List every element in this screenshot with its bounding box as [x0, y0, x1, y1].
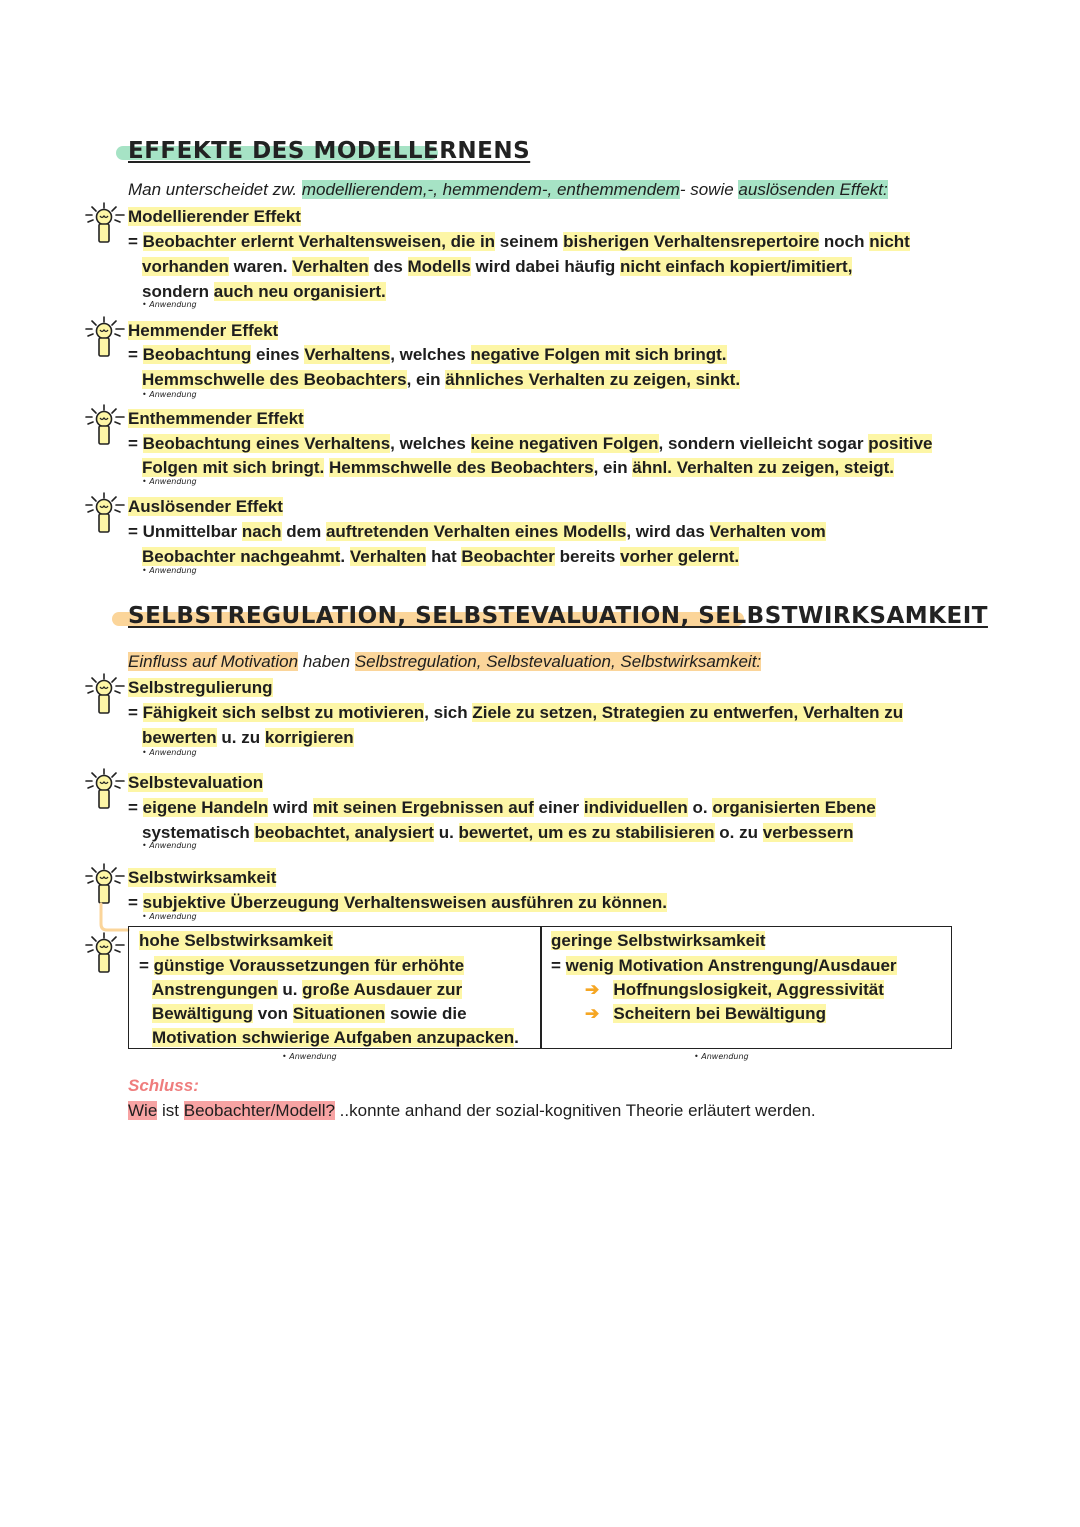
text-segment: mit seinen Ergebnissen auf [312, 798, 534, 817]
table-line [152, 1004, 467, 1024]
text-segment: noch [819, 232, 870, 251]
text-segment: auftretenden Verhalten eines Modells [325, 522, 627, 541]
text-segment: vorher gelernt. [620, 547, 740, 566]
term-heading: Modellierender Effekt [128, 207, 301, 226]
text-segment: Verhalten [292, 257, 369, 276]
lightbulb-icon [84, 768, 128, 814]
text-segment: Modells [407, 257, 471, 276]
text-segment: Bewältigung [152, 1004, 254, 1023]
text-segment: hat [426, 547, 462, 566]
text-segment: = [128, 893, 143, 912]
lightbulb-icon [84, 932, 128, 978]
definition-line [128, 522, 826, 542]
text-segment: einer [533, 798, 584, 817]
schluss-label: Schluss: [128, 1076, 199, 1095]
text-segment: Beobachtung eines Verhaltens [142, 434, 391, 453]
text-segment: Beobachter [461, 547, 555, 566]
table-head-left: hohe Selbstwirksamkeit [139, 931, 333, 950]
text-segment: ähnl. Verhalten zu zeigen, steigt. [632, 458, 894, 477]
text-segment: Verhaltens [304, 345, 391, 364]
definition-line [128, 798, 876, 818]
text-segment: auch neu organisiert. [213, 282, 386, 301]
section-intro: Man unterscheidet zw. modellierendem,-, hemmendem-, enthemmendem- sowie auslösenden Effekt: [128, 180, 888, 199]
lightbulb-icon [84, 673, 128, 719]
text-segment: = Unmittelbar [128, 522, 242, 541]
text-segment: eines [251, 345, 305, 364]
text-segment: o. zu [714, 823, 763, 842]
lightbulb-icon [84, 202, 128, 248]
text-segment: Anstrengungen [152, 980, 278, 999]
text-segment: positive [868, 434, 933, 453]
text-segment: beobachtet, analysiert [254, 823, 434, 842]
text-segment: wird dabei häufig [470, 257, 621, 276]
text-segment: Beobachtung [142, 345, 252, 364]
table-bullet: ➔ Hoffnungslosigkeit, Aggressivität [585, 980, 884, 999]
text-segment: Beobachter nachgeahmt [142, 547, 341, 566]
table-divider [540, 927, 542, 1048]
section-intro: Einfluss auf Motivation haben Selbstregulation, Selbstevaluation, Selbstwirksamkeit: [128, 652, 762, 671]
text-segment: nicht einfach kopiert/imitiert, [620, 257, 853, 276]
text-segment: wenig Motivation Anstrengung/Ausdauer [565, 956, 897, 975]
text-segment: = [128, 703, 143, 722]
definition-line [128, 434, 932, 454]
definition-line [142, 458, 894, 478]
text-segment: ähnliches Verhalten zu zeigen, sinkt. [445, 370, 741, 389]
table-head-right: geringe Selbstwirksamkeit [551, 931, 766, 950]
text-segment: günstige Voraussetzungen für erhöhte [153, 956, 465, 975]
text-segment: . [340, 547, 350, 566]
text-segment: = [128, 345, 143, 364]
term-heading: Selbstwirksamkeit [128, 868, 277, 887]
text-segment: = [139, 956, 154, 975]
text-segment: o. [687, 798, 713, 817]
text-segment: nicht [869, 232, 910, 251]
term-heading: Selbstevaluation [128, 773, 264, 792]
definition-line [128, 703, 903, 723]
lightbulb-icon [84, 492, 128, 538]
table-bullet: ➔ Scheitern bei Bewältigung [585, 1004, 826, 1023]
section-title-selbst: SELBSTREGULATION, SELBSTEVALUATION, SELBSTWIRKSAMKEIT [128, 603, 988, 629]
anwendung-note: • Anwendung [142, 841, 197, 850]
text-segment: u. [277, 980, 303, 999]
text-segment: Situationen [292, 1004, 386, 1023]
text-segment: , sich [424, 703, 473, 722]
text-segment: = [128, 434, 143, 453]
text-segment: von [253, 1004, 293, 1023]
text-segment: Hemmschwelle des Beobachters [142, 370, 407, 389]
text-segment: u. [433, 823, 459, 842]
text-segment: keine negativen Folgen [470, 434, 659, 453]
term-heading: Enthemmender Effekt [128, 409, 304, 428]
text-segment: systematisch [142, 823, 255, 842]
anwendung-note: • Anwendung [694, 1052, 749, 1061]
text-segment: Verhalten vom [709, 522, 826, 541]
term-heading: Hemmender Effekt [128, 321, 279, 340]
table-line [152, 980, 462, 1000]
arrow-right-icon: ➔ [585, 1004, 600, 1023]
text-segment: Beobachter erlernt Verhaltensweisen, die in [142, 232, 496, 251]
text-segment: eigene Handeln [142, 798, 269, 817]
comparison-table [128, 926, 952, 1049]
text-segment: , wird das [626, 522, 710, 541]
anwendung-note: • Anwendung [142, 390, 197, 399]
text-segment: große Ausdauer zur [302, 980, 463, 999]
text-segment: organisierten Ebene [712, 798, 876, 817]
anwendung-note: • Anwendung [142, 748, 197, 757]
anwendung-note: • Anwendung [142, 477, 197, 486]
text-segment: . [514, 1028, 519, 1047]
text-segment: = [551, 956, 566, 975]
text-segment: dem [281, 522, 326, 541]
schluss-text: Wie ist Beobachter/Modell? ..konnte anhand der sozial-kognitiven Theorie erläutert werden. [128, 1101, 816, 1120]
text-segment: , sondern vielleicht sogar [658, 434, 869, 453]
term-heading: Auslösender Effekt [128, 497, 283, 516]
text-segment: bereits [554, 547, 621, 566]
anwendung-note: • Anwendung [282, 1052, 337, 1061]
text-segment: u. zu [216, 728, 265, 747]
text-segment: korrigieren [264, 728, 354, 747]
anwendung-note: • Anwendung [142, 566, 197, 575]
text-segment: subjektive Überzeugung Verhaltensweisen ausführen zu können. [142, 893, 667, 912]
text-segment: sondern [142, 282, 214, 301]
definition-line [128, 893, 667, 913]
text-segment: , welches [390, 345, 471, 364]
lightbulb-icon [84, 316, 128, 362]
text-segment: nach [241, 522, 282, 541]
table-line [551, 956, 897, 976]
definition-line [142, 257, 852, 277]
definition-line [142, 728, 354, 748]
text-segment: , welches [390, 434, 471, 453]
text-segment: bewertet, um es zu stabilisieren [458, 823, 715, 842]
text-segment: bewerten [142, 728, 217, 747]
text-segment: sowie die [385, 1004, 467, 1023]
text-segment: wird [268, 798, 313, 817]
definition-line [142, 547, 739, 567]
text-segment: Folgen mit sich bringt. [142, 458, 325, 477]
text-segment: negative Folgen mit sich bringt. [470, 345, 727, 364]
table-line [139, 956, 464, 976]
text-segment: = [128, 798, 143, 817]
text-segment: Fähigkeit sich selbst zu motivieren [142, 703, 425, 722]
definition-line [128, 345, 727, 365]
definition-line [142, 282, 386, 302]
definition-line [142, 823, 853, 843]
text-segment: vorhanden [142, 257, 229, 276]
text-segment: , ein [593, 458, 633, 477]
definition-line [142, 370, 740, 390]
text-segment: = [128, 232, 143, 251]
text-segment: individuellen [583, 798, 688, 817]
definition-line [128, 232, 910, 252]
text-segment: bisherigen Verhaltensrepertoire [563, 232, 820, 251]
text-segment: , ein [406, 370, 446, 389]
anwendung-note: • Anwendung [142, 912, 197, 921]
text-segment: Verhalten [349, 547, 427, 566]
table-line [152, 1028, 519, 1048]
anwendung-note: • Anwendung [142, 300, 197, 309]
lightbulb-icon [84, 404, 128, 450]
text-segment: verbessern [762, 823, 854, 842]
term-heading: Selbstregulierung [128, 678, 273, 697]
text-segment: des [368, 257, 408, 276]
text-segment: seinem [495, 232, 564, 251]
section-title-effekte: EFFEKTE DES MODELLERNENS [128, 138, 531, 164]
text-segment: Ziele zu setzen, Strategien zu entwerfen, Verhalten zu [472, 703, 904, 722]
arrow-right-icon: ➔ [585, 980, 600, 999]
text-segment: Hemmschwelle des Beobachters [329, 458, 594, 477]
text-segment: Motivation schwierige Aufgaben anzupacken [152, 1028, 515, 1047]
text-segment: waren. [228, 257, 293, 276]
